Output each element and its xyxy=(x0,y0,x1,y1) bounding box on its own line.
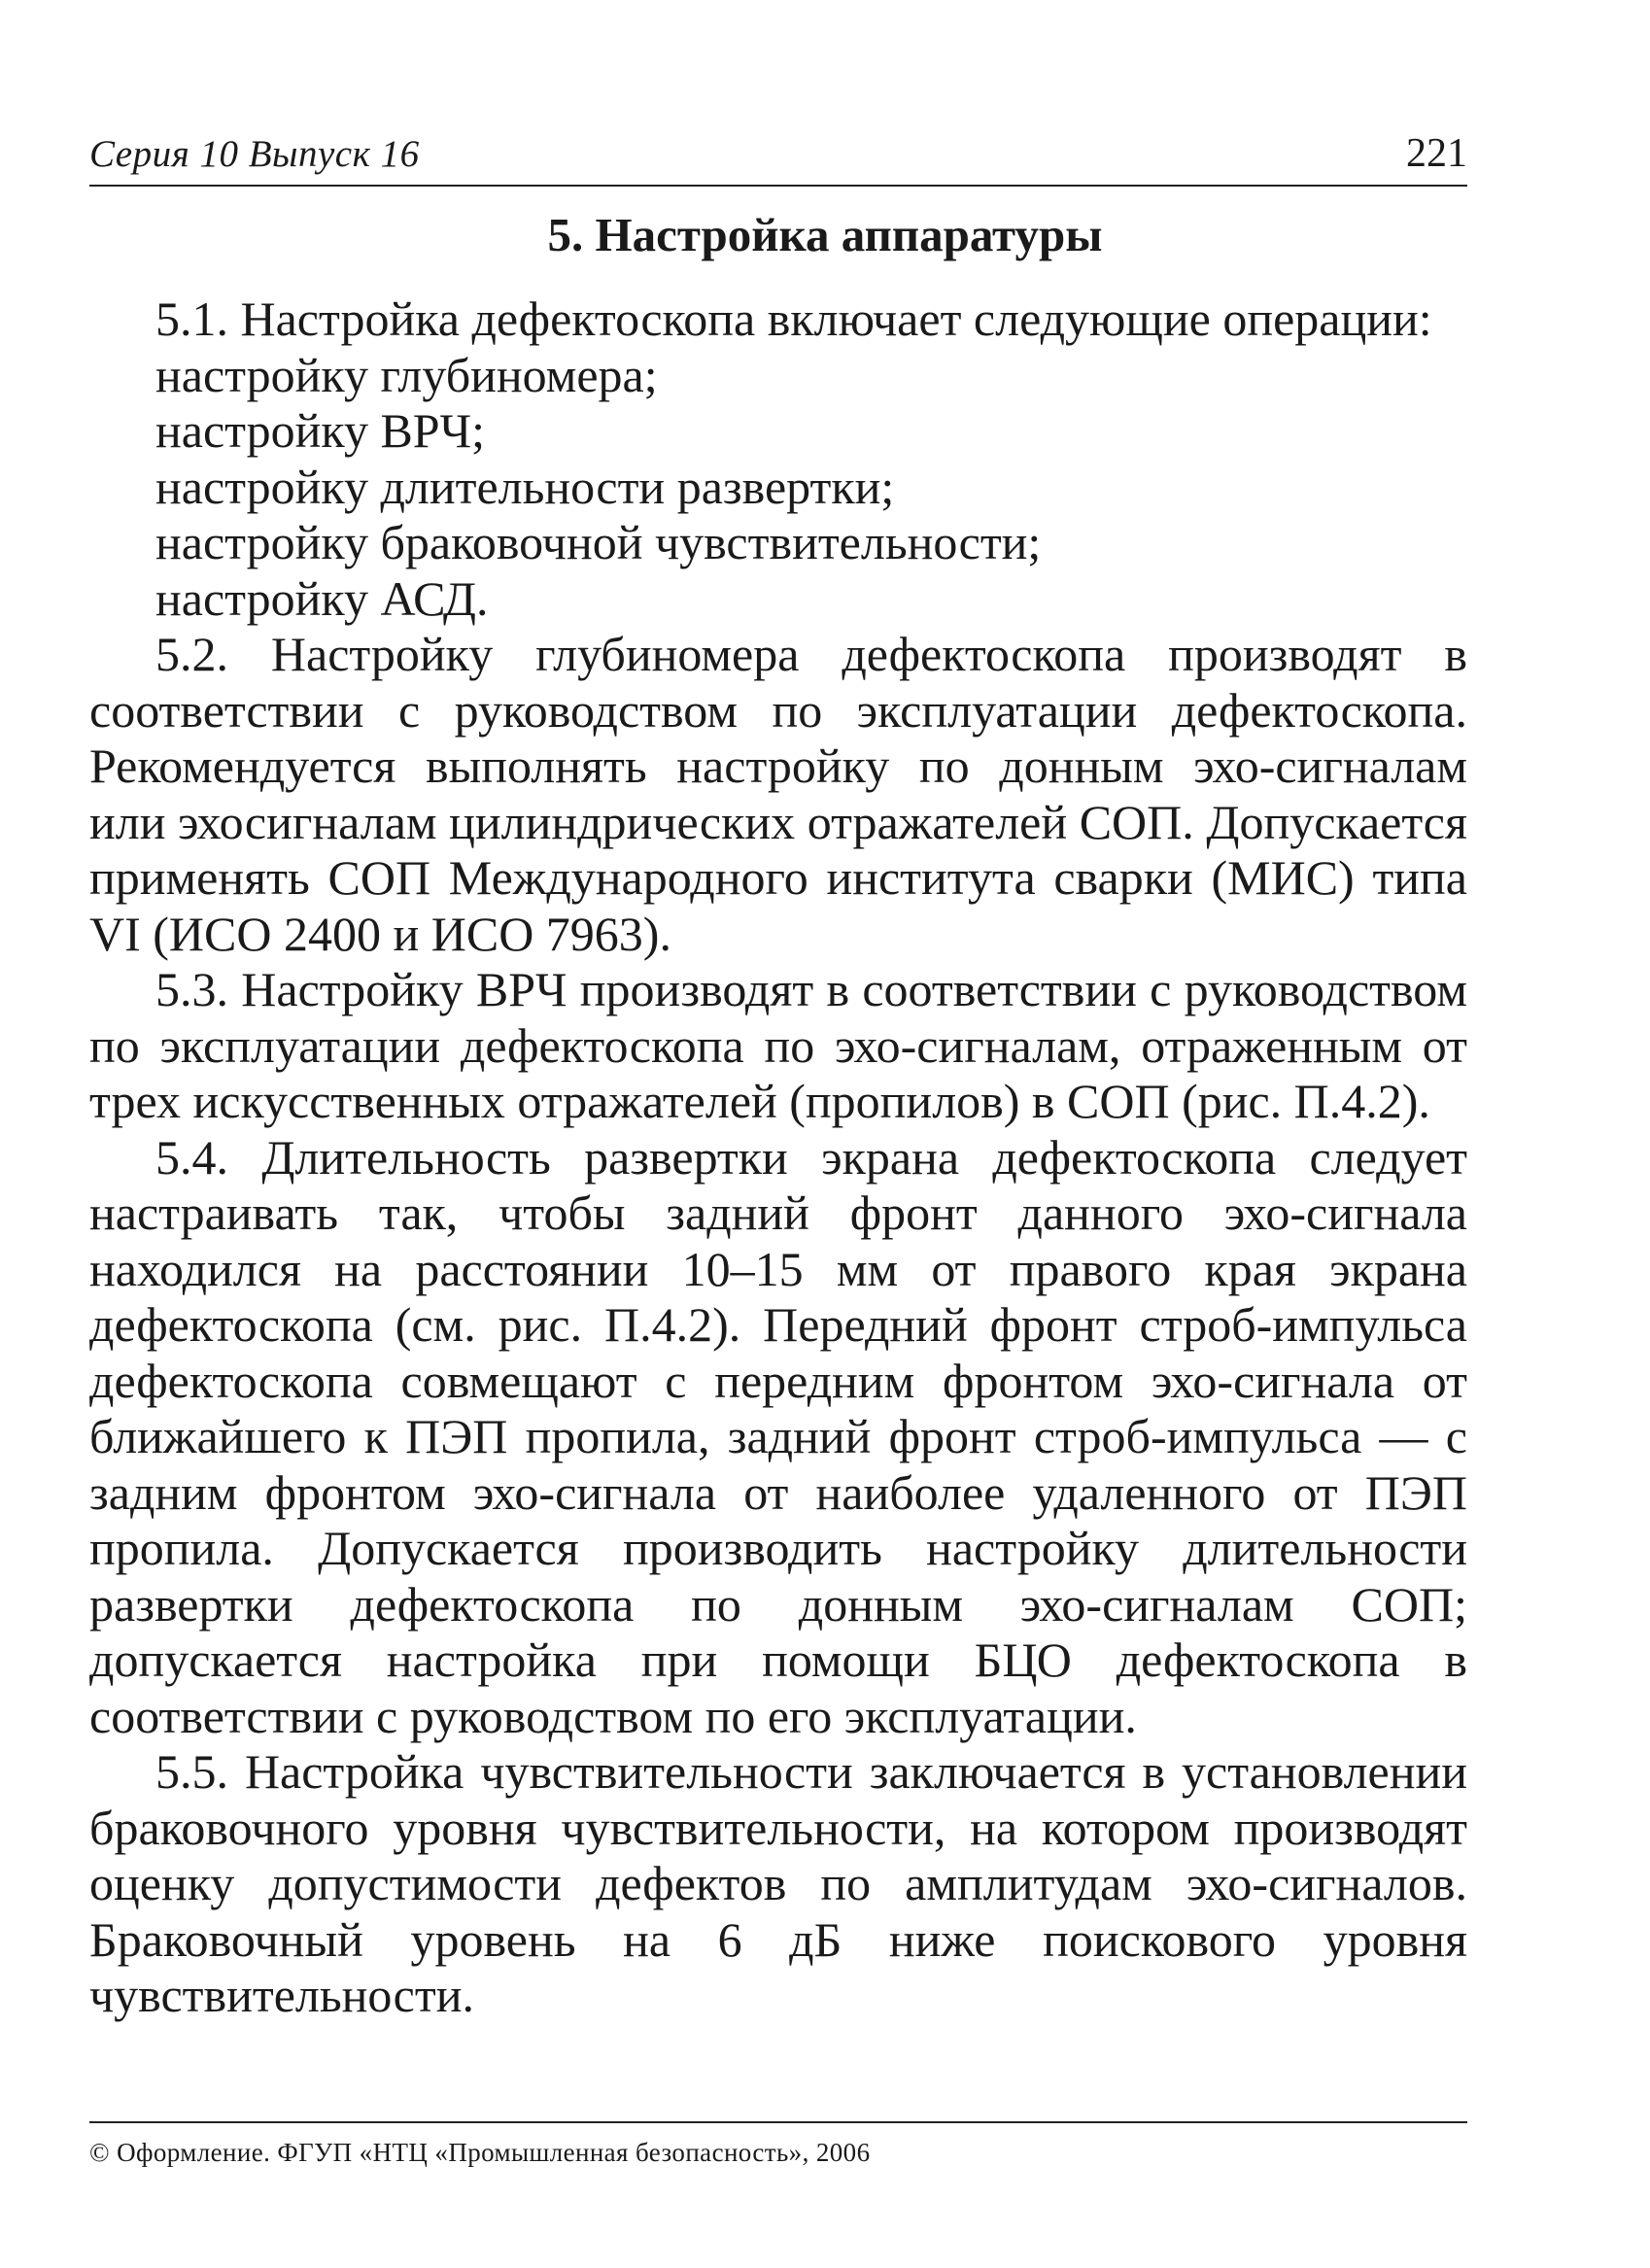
list-item: настройку АСД. xyxy=(155,570,489,626)
list-item: настройку длительности развертки; xyxy=(155,459,895,514)
body-text xyxy=(89,292,1467,2024)
series-label: Серия 10 Выпуск 16 xyxy=(89,133,420,175)
paragraph-5-3: 5.3. Настройку ВРЧ производят в соответствии с руководством по эксплуатации дефектоскопа по эхо-сигналам, отраженным от трех искусственных отражателей (пропилов) в СОП (рис. П.4.2). xyxy=(89,962,1467,1128)
paragraph-5-5: 5.5. Настройка чувствительности заключается в установлении браковочного уровня чувствительности, на котором производят оценку допустимости дефектов по амплитудам эхо-сигналов. Браковочный уровень на 6 дБ ниже поискового уровня чувствительности. xyxy=(89,1744,1467,2022)
running-header xyxy=(89,126,1467,187)
list-item: настройку ВРЧ; xyxy=(155,403,485,458)
section-title: 5. Настройка аппаратуры xyxy=(547,208,1103,261)
footer-copyright: © Оформление. ФГУП «НТЦ «Промышленная безопасность», 2006 xyxy=(89,2138,871,2167)
paragraph-5-4: 5.4. Длительность развертки экрана дефектоскопа следует настраивать так, чтобы задний фронт данного эхо-сигнала находился на расстоянии 10–15 мм от правого края экрана дефектоскопа (см. рис. П.4.2). Передний фронт строб-импульса дефектоскопа совмещают с передним фронтом эхо-сигнала от ближайшего к ПЭП пропила, задний фронт строб-импульса — с задним фронтом эхо-сигнала от наиболее удаленного от ПЭП пропила. Допускается производить настройку длительности развертки дефектоскопа по донным эхо-сигналам СОП; допускается настройка при помощи БЦО дефектоскопа в соответствии с руководством по его эксплуатации. xyxy=(89,1129,1467,1743)
list-item: настройку глубиномера; xyxy=(155,347,658,402)
list-item: настройку браковочной чувствительности; xyxy=(155,515,1042,569)
paragraph-5-1-intro: 5.1. Настройка дефектоскопа включает следующие операции: xyxy=(155,292,1432,346)
paragraph-5-2: 5.2. Настройку глубиномера дефектоскопа производят в соответствии с руководством по эксплуатации дефектоскопа. Рекомендуется выполнять настройку по донным эхо-сигналам или эхосигналам цилиндрических отражателей СОП. Допускается применять СОП Международного института сварки (МИС) типа VI (ИСО 2400 и ИСО 7963). xyxy=(89,627,1467,961)
footer-divider xyxy=(89,2121,1467,2123)
operations-list xyxy=(89,348,1467,628)
page-number: 221 xyxy=(1406,131,1467,176)
